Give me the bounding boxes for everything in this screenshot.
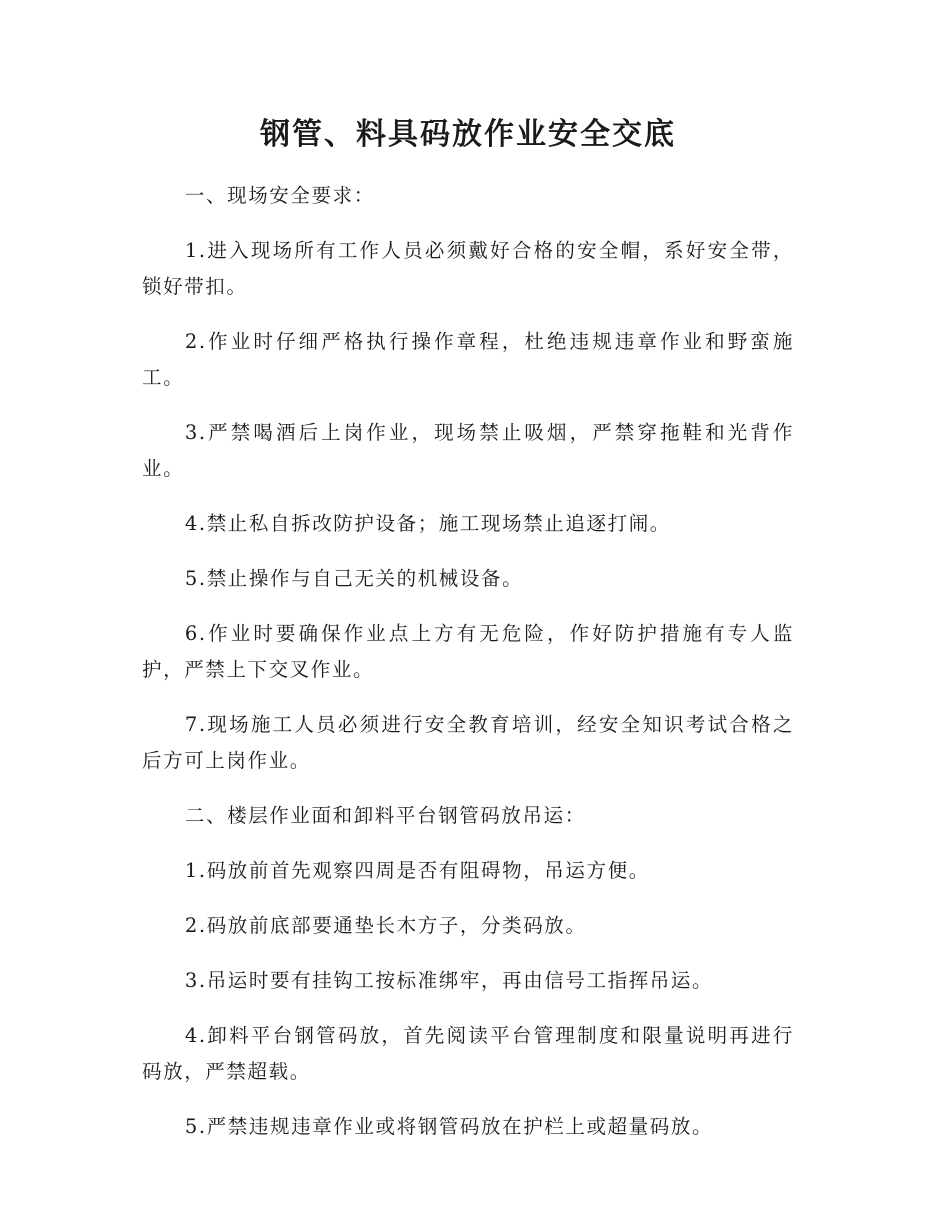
- section-2-item-2: 2.码放前底部要通垫长木方子，分类码放。: [184, 914, 587, 937]
- document-title: 钢管、料具码放作业安全交底: [260, 117, 676, 152]
- section-2-item-1: 1.码放前首先观察四周是否有阻碍物，吊运方便。: [184, 859, 650, 882]
- section-1-item-2: 2.作业时仔细严格执行操作章程，杜绝违规违章作业和野蛮施工。: [142, 330, 794, 389]
- section-1-item-4: 4.禁止私自拆改防护设备；施工现场禁止追逐打闹。: [184, 512, 671, 535]
- section-2-item-5: 5.严禁违规违章作业或将钢管码放在护栏上或超量码放。: [184, 1115, 714, 1138]
- section-1-item-6: 6.作业时要确保作业点上方有无危险，作好防护措施有专人监护，严禁上下交叉作业。: [142, 622, 794, 681]
- section-1-item-3: 3.严禁喝酒后上岗作业，现场禁止吸烟，严禁穿拖鞋和光背作业。: [142, 421, 794, 480]
- section-1-item-5: 5.禁止操作与自己无关的机械设备。: [184, 567, 524, 590]
- section-1-item-7: 7.现场施工人员必须进行安全教育培训，经安全知识考试合格之后方可上岗作业。: [142, 713, 794, 772]
- section-2-item-4: 4.卸料平台钢管码放，首先阅读平台管理制度和限量说明再进行码放，严禁超载。: [142, 1024, 794, 1083]
- section-2-heading: 二、楼层作业面和卸料平台钢管码放吊运：: [184, 804, 586, 827]
- section-1-item-1: 1.进入现场所有工作人员必须戴好合格的安全帽，系好安全带，锁好带扣。: [142, 239, 794, 298]
- document-page: [142, 108, 794, 1164]
- section-2-item-3: 3.吊运时要有挂钩工按标准绑牢，再由信号工指挥吊运。: [184, 969, 714, 992]
- section-1-heading: 一、现场安全要求：: [184, 184, 375, 207]
